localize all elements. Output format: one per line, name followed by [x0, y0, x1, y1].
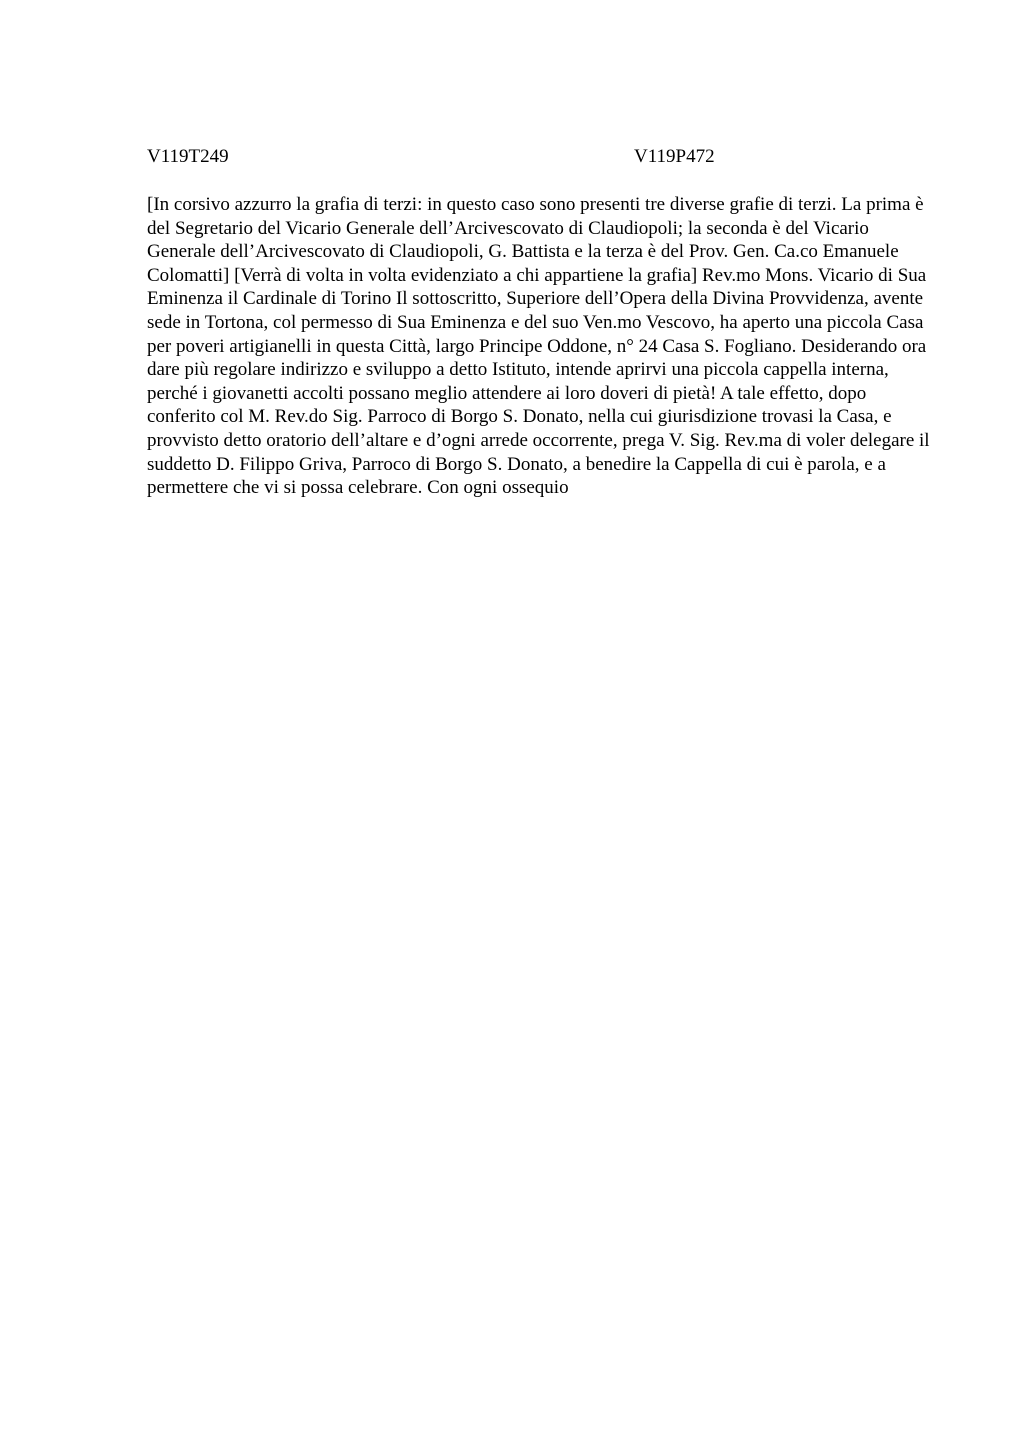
- document-code-left: V119T249: [147, 146, 229, 167]
- document-body-text: [In corsivo azzurro la grafia di terzi: in questo caso sono presenti tre diverse grafie di terzi. La prima è del Segretario del Vicario Generale dell’Arcivescovato di Claudiopoli; la seconda è del Vicario Generale dell’Arcivescovato di Claudiopoli, G. Battista e la terza è del Prov. Gen. Ca.co Emanuele Colomatti] [Verrà di volta in volta evidenziato a chi appartiene la grafia] Rev.mo Mons. Vicario di Sua Eminenza il Cardinale di Torino Il sottoscritto, Superiore dell’Opera della Divina Provvidenza, avente sede in Tortona, col permesso di Sua Eminenza e del suo Ven.mo Vescovo, ha aperto una piccola Casa per poveri artigianelli in questa Città, largo Principe Oddone, n° 24 Casa S. Fogliano. Desiderando ora dare più regolare indirizzo e sviluppo a detto Istituto, intende aprirvi una piccola cappella interna, perché i giovanetti accolti possano meglio attendere ai loro doveri di pietà! A tale effetto, dopo conferito col M. Rev.do Sig. Parroco di Borgo S. Donato, nella cui giurisdizione trovasi la Casa, e provvisto detto oratorio dell’altare e d’ogni arrede occorrente, prega V. Sig. Rev.ma di voler delegare il suddetto D. Filippo Griva, Parroco di Borgo S. Donato, a benedire la Cappella di cui è parola, e a permettere che vi si possa celebrare. Con ogni ossequio: [147, 194, 930, 499]
- document-code-right: V119P472: [634, 146, 715, 167]
